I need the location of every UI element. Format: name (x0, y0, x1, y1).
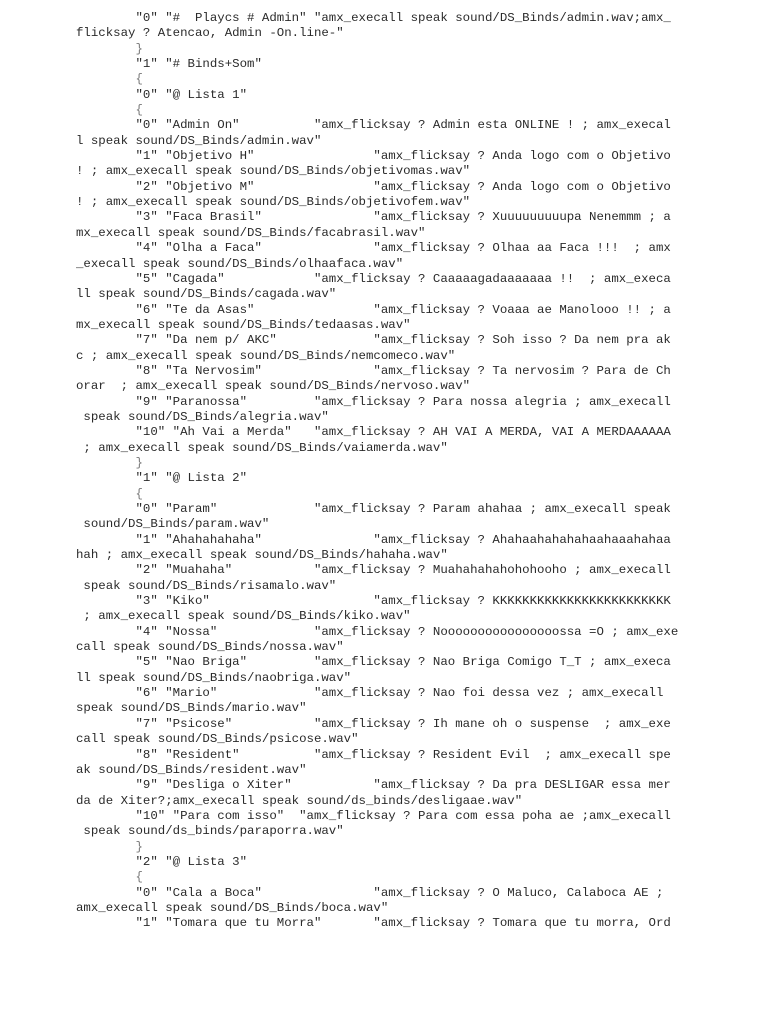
document-line: ll speak sound/DS_Binds/naobriga.wav" (76, 670, 352, 685)
document-line: "0" "@ Lista 1" (76, 87, 248, 102)
document-line: } (76, 41, 143, 56)
document-line: "2" "Muahaha" "amx_flicksay ? Muahahahahohohooho ; amx_execall (76, 563, 671, 578)
document-line: "9" "Desliga o Xiter" "amx_flicksay ? Da pra DESLIGAR essa mer (76, 778, 671, 793)
document-line: "1" "Objetivo H" "amx_flicksay ? Anda logo com o Objetivo (76, 149, 671, 164)
document-line: "0" "Param" "amx_flicksay ? Param ahahaa ; amx_execall speak (76, 502, 671, 516)
document-line: "0" "# Playcs # Admin" "amx_execall speak sound/DS_Binds/admin.wav;amx_ (76, 11, 671, 25)
document-line: mx_execall speak sound/DS_Binds/facabrasil.wav" (76, 225, 426, 240)
document-line: call speak sound/DS_Binds/psicose.wav" (76, 732, 359, 747)
document-line: sound/DS_Binds/param.wav" (76, 517, 270, 532)
document-line: call speak sound/DS_Binds/nossa.wav" (76, 640, 344, 655)
document-line: "2" "Objetivo M" "amx_flicksay ? Anda logo com o Objetivo (76, 179, 671, 194)
document-line: "9" "Paranossa" "amx_flicksay ? Para nossa alegria ; amx_execall (76, 394, 671, 409)
document-line: amx_execall speak sound/DS_Binds/boca.wav" (76, 900, 389, 915)
document-line: "5" "Cagada" "amx_flicksay ? Caaaaagadaaaaaaa !! ; amx_execa (76, 271, 671, 286)
document-line: ll speak sound/DS_Binds/cagada.wav" (76, 287, 337, 302)
document-line: "7" "Da nem p/ AKC" "amx_flicksay ? Soh isso ? Da nem pra ak (76, 333, 671, 348)
document-line: "6" "Te da Asas" "amx_flicksay ? Voaaa ae Manolooo !! ; a (76, 302, 671, 317)
document-line: "0" "Cala a Boca" "amx_flicksay ? O Maluco, Calaboca AE ; (76, 885, 664, 900)
document-line: "2" "@ Lista 3" (76, 854, 248, 869)
document-line: "3" "Kiko" "amx_flicksay ? KKKKKKKKKKKKKKKKKKKKKKKK (76, 594, 671, 609)
document-line: { (76, 103, 143, 118)
document-line: "4" "Olha a Faca" "amx_flicksay ? Olhaa aa Faca !!! ; amx (76, 241, 671, 256)
document-line: speak sound/DS_Binds/risamalo.wav" (76, 578, 337, 593)
document-line: "8" "Resident" "amx_flicksay ? Resident Evil ; amx_execall spe (76, 747, 671, 762)
document-line: orar ; amx_execall speak sound/DS_Binds/nervoso.wav" (76, 379, 471, 394)
document-line: hah ; amx_execall speak sound/DS_Binds/hahaha.wav" (76, 548, 448, 563)
document-line: speak sound/ds_binds/paraporra.wav" (76, 824, 344, 839)
document-line: "7" "Psicose" "amx_flicksay ? Ih mane oh o suspense ; amx_exe (76, 716, 671, 731)
document-line: ak sound/DS_Binds/resident.wav" (76, 762, 307, 777)
document-line: "4" "Nossa" "amx_flicksay ? Noooooooooooooooossa =O ; amx_exe (76, 624, 679, 639)
document-line: "1" "Tomara que tu Morra" "amx_flicksay ? Tomara que tu morra, Ord (76, 916, 671, 931)
document-line: "5" "Nao Briga" "amx_flicksay ? Nao Briga Comigo T_T ; amx_execa (76, 655, 671, 670)
document-line: l speak sound/DS_Binds/admin.wav" (76, 133, 322, 148)
document-line: flicksay ? Atencao, Admin -On.line-" (76, 26, 344, 41)
document-line: { (76, 486, 143, 501)
document-line: ! ; amx_execall speak sound/DS_Binds/objetivofem.wav" (76, 195, 471, 210)
document-line: c ; amx_execall speak sound/DS_Binds/nemcomeco.wav" (76, 348, 456, 363)
document-line: ; amx_execall speak sound/DS_Binds/kiko.wav" (76, 609, 411, 624)
document-line: da de Xiter?;amx_execall speak sound/ds_binds/desligaae.wav" (76, 793, 523, 808)
document-line: mx_execall speak sound/DS_Binds/tedaasas.wav" (76, 317, 411, 332)
document-line: "10" "Para com isso" "amx_flicksay ? Para com essa poha ae ;amx_execall (76, 808, 671, 823)
document-line: } (76, 839, 143, 854)
document-line: "0" "Admin On" "amx_flicksay ? Admin esta ONLINE ! ; amx_execal (76, 118, 671, 133)
document-line: speak sound/DS_Binds/alegria.wav" (76, 409, 329, 424)
document-line: ! ; amx_execall speak sound/DS_Binds/objetivomas.wav" (76, 164, 471, 179)
document-line: ; amx_execall speak sound/DS_Binds/vaiamerda.wav" (76, 440, 448, 455)
document-line: "1" "Ahahahahaha" "amx_flicksay ? Ahahaahahahahaahaaahahaa (76, 532, 671, 547)
document-line: "3" "Faca Brasil" "amx_flicksay ? Xuuuuuuuuupa Nenemmm ; a (76, 210, 671, 225)
document-line: "1" "@ Lista 2" (76, 471, 248, 486)
document-line: "6" "Mario" "amx_flicksay ? Nao foi dessa vez ; amx_execall (76, 686, 664, 701)
document-line: { (76, 870, 143, 885)
document-page (76, 11, 708, 932)
document-line: "1" "# Binds+Som" (76, 57, 262, 72)
document-line: { (76, 72, 143, 87)
document-line: } (76, 455, 143, 470)
document-line: _execall speak sound/DS_Binds/olhaafaca.wav" (76, 256, 404, 271)
document-line: speak sound/DS_Binds/mario.wav" (76, 701, 307, 716)
document-line: "10" "Ah Vai a Merda" "amx_flicksay ? AH VAI A MERDA, VAI A MERDAAAAAA (76, 425, 671, 440)
document-line: "8" "Ta Nervosim" "amx_flicksay ? Ta nervosim ? Para de Ch (76, 363, 671, 378)
